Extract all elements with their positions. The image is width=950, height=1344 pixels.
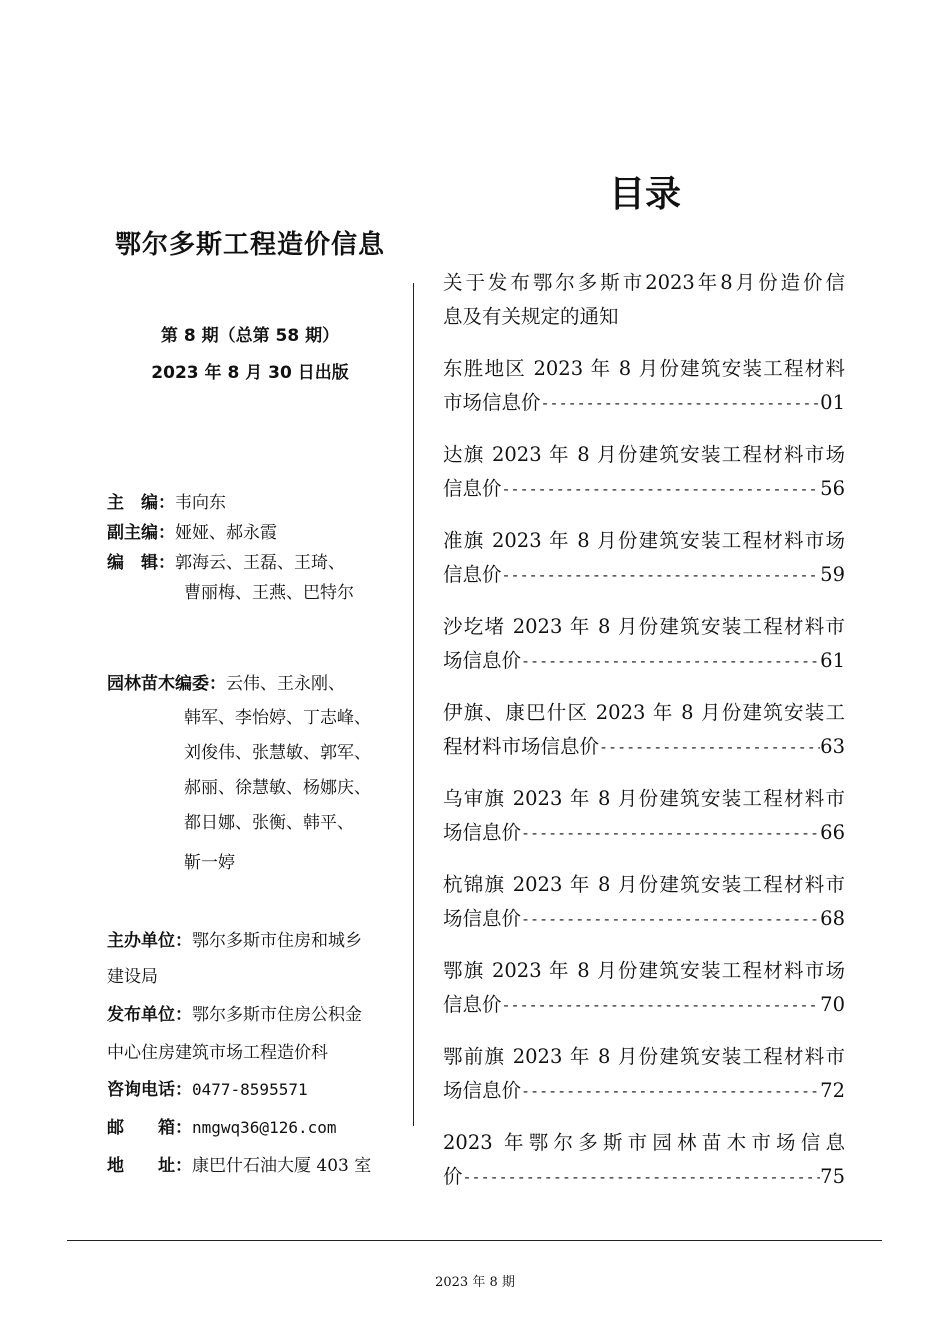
toc-item[interactable]	[443, 1126, 845, 1194]
toc-item[interactable]	[443, 868, 845, 936]
toc-leader	[502, 988, 821, 1022]
address-value: 康巴什石油大厦 403 室	[192, 1156, 372, 1176]
column-divider	[413, 283, 414, 1126]
toc-page-number: 56	[820, 477, 845, 500]
toc-item-line1: 杭锦旗 2023 年 8 月份建筑安装工程材料市	[443, 873, 845, 896]
toc-item-line1: 伊旗、康巴什区 2023 年 8 月份建筑安装工	[443, 701, 845, 724]
landscape-committee-line5: 都日娜、张衡、韩平、	[184, 813, 354, 833]
publisher-label: 发布单位：	[107, 1005, 192, 1025]
toc-item[interactable]	[443, 696, 845, 764]
toc-item-line1: 达旗 2023 年 8 月份建筑安装工程材料市场	[443, 443, 845, 466]
issue-number: 第 8 期（总第 58 期）	[160, 326, 340, 346]
landscape-committee-row	[107, 669, 345, 699]
toc-title: 目录	[608, 174, 681, 215]
editor-value-line1: 郭海云、王磊、王琦、	[175, 553, 345, 573]
landscape-committee-line3: 刘俊伟、张慧敏、郭军、	[184, 743, 371, 763]
host-unit-row	[107, 926, 362, 956]
phone-value: 0477-8595571	[192, 1080, 308, 1099]
publisher-row	[107, 1000, 362, 1030]
toc-item-line1: 2023 年鄂尔多斯市园林苗木市场信息	[443, 1131, 845, 1154]
toc-page-number: 59	[820, 563, 845, 586]
chief-editor-row	[107, 488, 226, 518]
toc-item-line2: 场信息价	[443, 907, 522, 930]
toc-page-number: 70	[820, 993, 845, 1016]
toc-item-line1: 乌审旗 2023 年 8 月份建筑安装工程材料市	[443, 787, 845, 810]
editor-row	[107, 548, 345, 578]
toc-page-number: 68	[820, 907, 845, 930]
toc-item[interactable]	[443, 782, 845, 850]
deputy-editor-label: 副主编：	[107, 523, 175, 543]
host-unit-line1: 鄂尔多斯市住房和城乡	[192, 931, 362, 951]
toc-item-line2: 场信息价	[443, 821, 522, 844]
toc-leader	[521, 644, 820, 678]
toc-item[interactable]	[443, 954, 845, 1022]
address-row	[107, 1151, 371, 1181]
toc-leader	[502, 558, 821, 592]
toc-item-line1: 准旗 2023 年 8 月份建筑安装工程材料市场	[443, 529, 845, 552]
landscape-committee-label: 园林苗木编委：	[107, 674, 226, 694]
toc-leader	[521, 816, 820, 850]
host-unit-line2: 建设局	[107, 967, 158, 987]
toc-item[interactable]	[443, 610, 845, 678]
page-footer: 2023 年 8 期	[435, 1275, 515, 1290]
email-label: 邮 箱：	[107, 1118, 192, 1138]
toc-item[interactable]	[443, 1040, 845, 1108]
landscape-committee-line1: 云伟、王永刚、	[226, 674, 345, 694]
email-value: nmgwq36@126.com	[192, 1118, 337, 1137]
host-unit-label: 主办单位：	[107, 931, 192, 951]
toc-item-line1: 东胜地区 2023 年 8 月份建筑安装工程材料	[443, 357, 845, 380]
chief-editor-value: 韦向东	[175, 493, 226, 513]
footer-rule	[67, 1240, 882, 1241]
toc-page-number: 61	[820, 649, 845, 672]
toc-item-line2: 价	[443, 1165, 463, 1188]
toc-item-line2: 息及有关规定的通知	[443, 305, 619, 328]
toc-item-line2: 场信息价	[443, 649, 522, 672]
publish-date: 2023 年 8 月 30 日出版	[151, 363, 349, 383]
landscape-committee-line4: 郝丽、徐慧敏、杨娜庆、	[184, 778, 371, 798]
editor-value-line2: 曹丽梅、王燕、巴特尔	[184, 583, 354, 603]
phone-row	[107, 1075, 308, 1105]
toc-item-line2: 信息价	[443, 477, 502, 500]
toc-item-line1: 关于发布鄂尔多斯市2023年8月份造价信	[443, 271, 845, 294]
toc-item[interactable]	[443, 352, 845, 420]
landscape-committee-line2: 韩军、李怡婷、丁志峰、	[184, 708, 371, 728]
toc-leader	[521, 902, 820, 936]
deputy-editor-row	[107, 518, 277, 548]
toc-page-number: 72	[820, 1079, 845, 1102]
toc-leader	[463, 1160, 821, 1194]
publisher-line2: 中心住房建筑市场工程造价科	[107, 1043, 328, 1063]
deputy-editor-value: 娅娅、郝永霞	[175, 523, 277, 543]
toc-item-line2: 场信息价	[443, 1079, 522, 1102]
toc-item-line2: 市场信息价	[443, 391, 541, 414]
address-label: 地 址：	[107, 1156, 192, 1176]
publication-title: 鄂尔多斯工程造价信息	[114, 230, 385, 260]
toc-item[interactable]	[443, 438, 845, 506]
toc-item-line1: 鄂旗 2023 年 8 月份建筑安装工程材料市场	[443, 959, 845, 982]
phone-label: 咨询电话：	[107, 1080, 192, 1100]
toc-item[interactable]	[443, 524, 845, 592]
toc-leader	[521, 1074, 820, 1108]
toc-item[interactable]	[443, 266, 845, 334]
toc-item-line2: 信息价	[443, 563, 502, 586]
publisher-line1: 鄂尔多斯市住房公积金	[192, 1005, 362, 1025]
toc-page-number: 75	[820, 1165, 845, 1188]
email-row	[107, 1113, 337, 1143]
chief-editor-label: 主 编：	[107, 493, 175, 513]
toc-item-line2: 程材料市场信息价	[443, 735, 600, 758]
editor-label: 编 辑：	[107, 553, 175, 573]
toc-item-line1: 鄂前旗 2023 年 8 月份建筑安装工程材料市	[443, 1045, 845, 1068]
toc-page-number: 66	[820, 821, 845, 844]
toc-leader	[541, 386, 821, 420]
toc-leader	[502, 472, 821, 506]
toc-page-number: 63	[820, 735, 845, 758]
toc-page-number: 01	[820, 391, 845, 414]
toc-item-line2: 信息价	[443, 993, 502, 1016]
toc-leader	[599, 730, 820, 764]
landscape-committee-line6: 靳一婷	[184, 853, 235, 873]
toc-item-line1: 沙圪堵 2023 年 8 月份建筑安装工程材料市	[443, 615, 845, 638]
